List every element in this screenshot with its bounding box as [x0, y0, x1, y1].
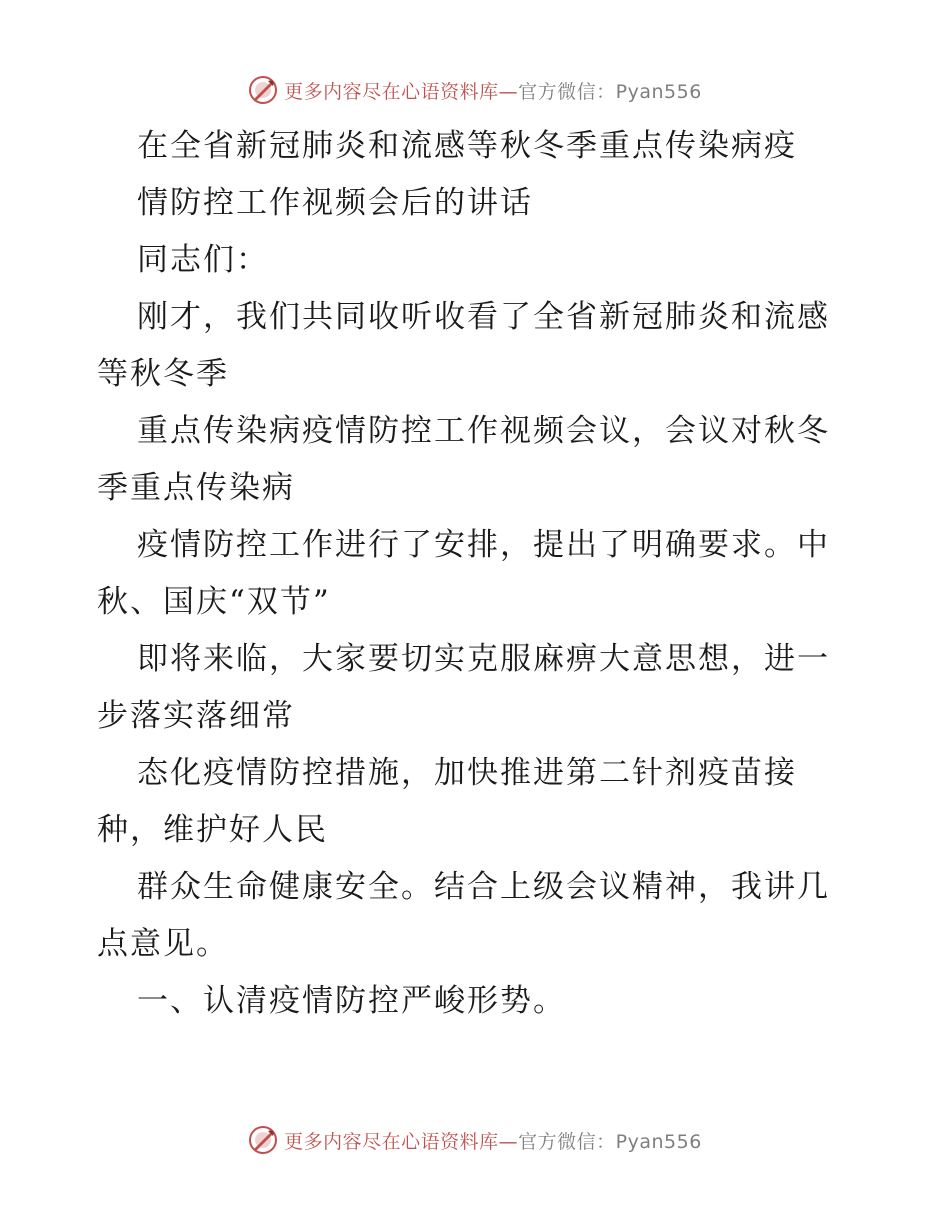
body-line: 等秋冬季: [97, 356, 229, 392]
watermark-text: 更多内容尽在心语资料库—: [284, 1130, 519, 1153]
body-line: 季重点传染病: [97, 470, 295, 506]
body-line: 一、认清疫情防控严峻形势。: [137, 983, 566, 1019]
watermark-text: 更多内容尽在心语资料库—: [284, 80, 519, 103]
quill-logo-icon: [248, 75, 278, 105]
salutation: 同志们：: [137, 242, 269, 278]
body-line: 步落实落细常: [97, 698, 295, 734]
body-line: 重点传染病疫情防控工作视频会议，会议对秋冬: [137, 413, 830, 449]
body-line: 刚才，我们共同收听收看了全省新冠肺炎和流感: [137, 299, 830, 335]
document-body: [97, 118, 857, 1030]
footer-watermark: [0, 1122, 950, 1158]
title-line-1: 在全省新冠肺炎和流感等秋冬季重点传染病疫: [137, 128, 797, 164]
body-line: 疫情防控工作进行了安排，提出了明确要求。中: [137, 527, 830, 563]
body-line: 点意见。: [97, 926, 229, 962]
body-line: 群众生命健康安全。结合上级会议精神，我讲几: [137, 869, 830, 905]
quill-logo-icon: [248, 1125, 278, 1155]
body-line: 秋、国庆“双节”: [97, 584, 331, 620]
watermark-wechat: 官方微信：Pyan556: [518, 1130, 702, 1153]
body-line: 即将来临，大家要切实克服麻痹大意思想，进一: [137, 641, 830, 677]
header-watermark: [0, 72, 950, 108]
body-line: 种，维护好人民: [97, 812, 328, 848]
body-line: 态化疫情防控措施，加快推进第二针剂疫苗接: [137, 755, 797, 791]
watermark-wechat: 官方微信：Pyan556: [518, 80, 702, 103]
title-line-2: 情防控工作视频会后的讲话: [137, 185, 533, 221]
